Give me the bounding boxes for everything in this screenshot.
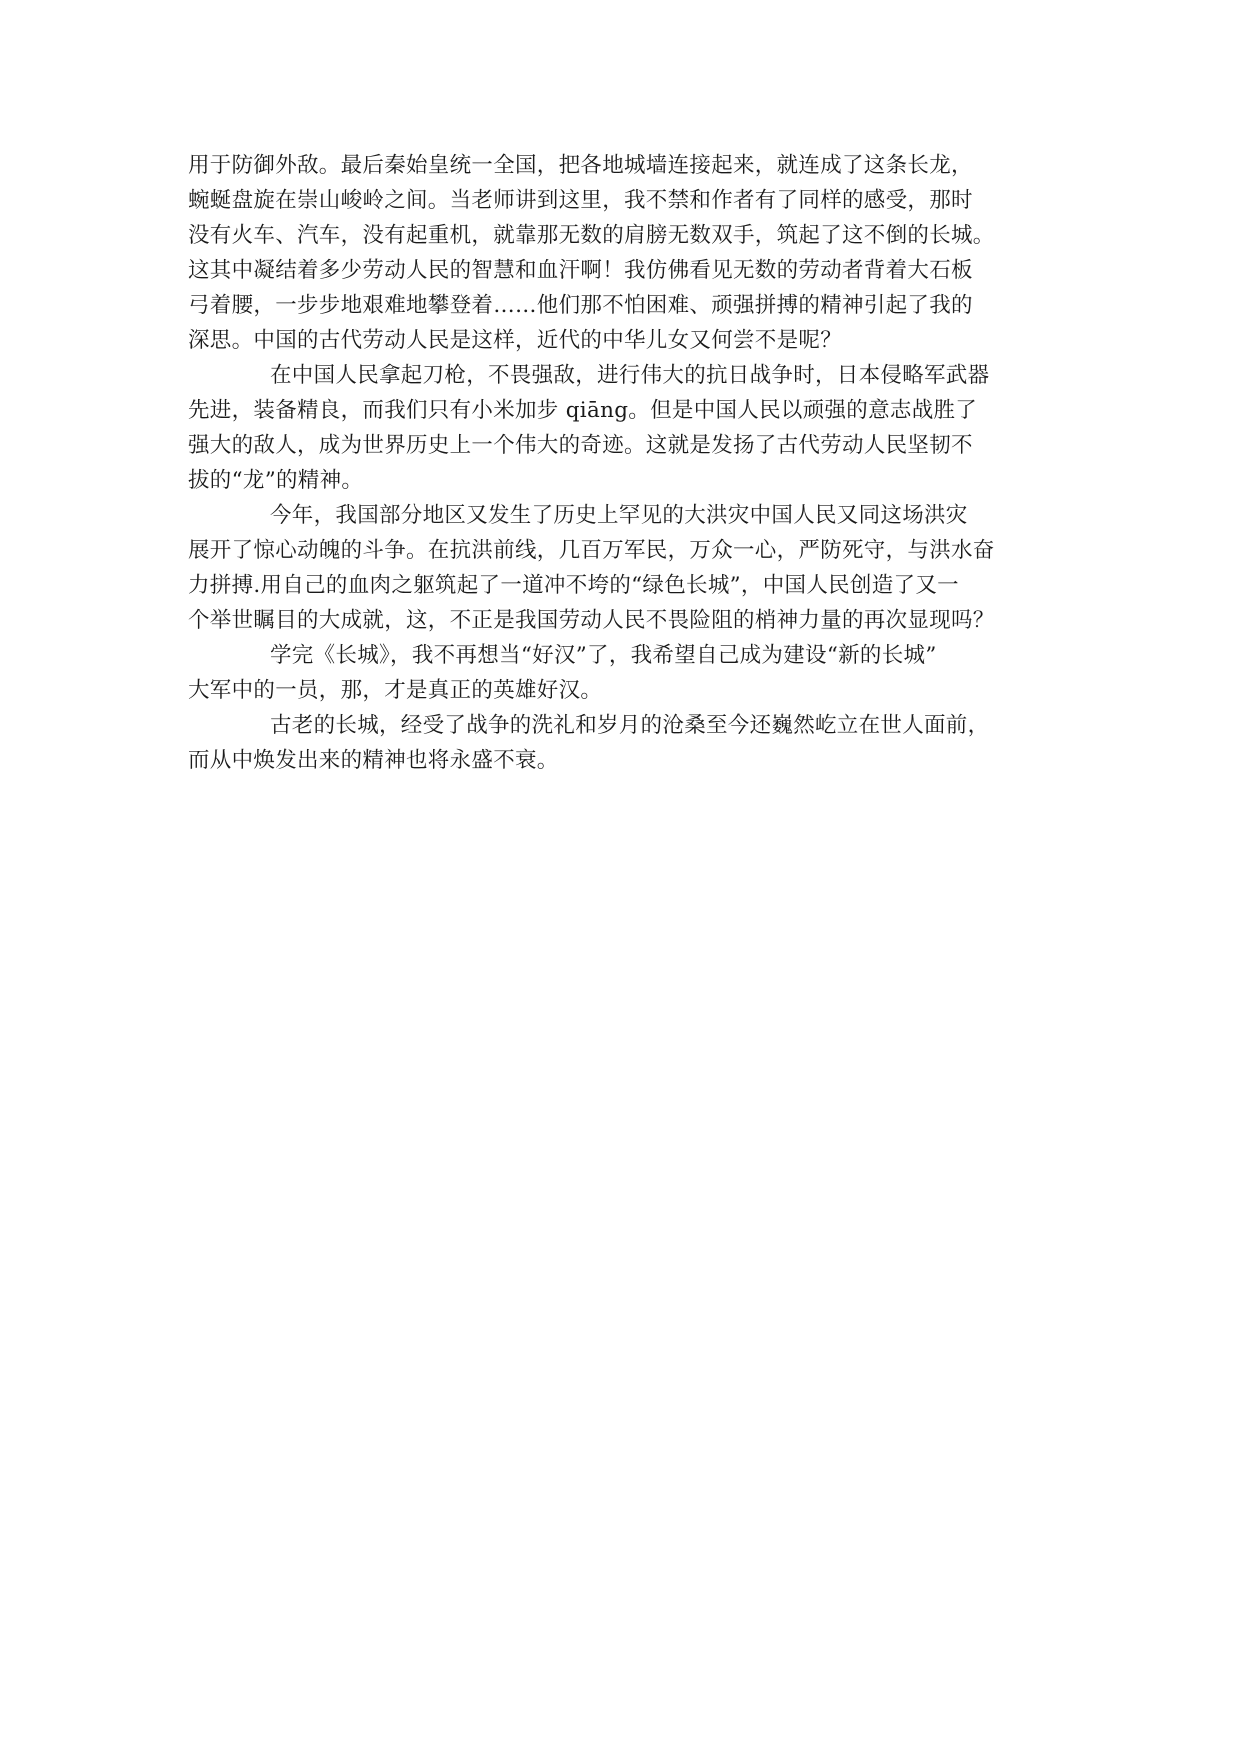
paragraph-first-line: 在中国人民拿起刀枪，不畏强敌，进行伟大的抗日战争时，日本侵略军武器: [270, 363, 990, 388]
text-line: 蜿蜒盘旋在崇山峻岭之间。当老师讲到这里，我不禁和作者有了同样的感受，那时: [188, 188, 973, 213]
text-line: 用于防御外敌。最后秦始皇统一全国，把各地城墙连接起来，就连成了这条长龙，: [188, 153, 973, 178]
text-line: 没有火车、汽车，没有起重机，就靠那无数的肩膀无数双手，筑起了这不倒的长城。: [188, 223, 995, 248]
text-line: 弓着腰，一步步地艰难地攀登着……他们那不怕困难、顽强拼搏的精神引起了我的: [188, 293, 973, 318]
paragraph-first-line: 学完《长城》，我不再想当“好汉”了，我希望自己成为建设“新的长城”: [270, 643, 937, 668]
text-line: 而从中焕发出来的精神也将永盛不衰。: [188, 748, 559, 773]
text-line: 大军中的一员，那，才是真正的英雄好汉。: [188, 678, 603, 703]
text-line: 展开了惊心动魄的斗争。在抗洪前线，几百万军民，万众一心，严防死守，与洪水奋: [188, 538, 995, 563]
paragraph-first-line: 今年，我国部分地区又发生了历史上罕见的大洪灾中国人民又同这场洪灾: [270, 503, 968, 528]
text-line: 先进，装备精良，而我们只有小米加步 qiāng。但是中国人民以顽强的意志战胜了: [188, 398, 978, 423]
text-line: 强大的敌人，成为世界历史上一个伟大的奇迹。这就是发扬了古代劳动人民坚韧不: [188, 433, 973, 458]
text-line: 个举世瞩目的大成就，这，不正是我国劳动人民不畏险阻的梢神力量的再次显现吗？: [188, 608, 995, 633]
essay-text: [188, 148, 1088, 778]
text-line: 深思。中国的古代劳动人民是这样，近代的中华儿女又何尝不是呢？: [188, 328, 843, 353]
text-line: 力拼搏.用自己的血肉之躯筑起了一道冲不垮的“绿色长城”，中国人民创造了又一: [188, 573, 959, 598]
paragraph-first-line: 古老的长城，经受了战争的洗礼和岁月的沧桑至今还巍然屹立在世人面前，: [270, 713, 990, 738]
text-line: 这其中凝结着多少劳动人民的智慧和血汗啊！我仿佛看见无数的劳动者背着大石板: [188, 258, 973, 283]
text-line: 拔的“龙”的精神。: [188, 468, 364, 493]
